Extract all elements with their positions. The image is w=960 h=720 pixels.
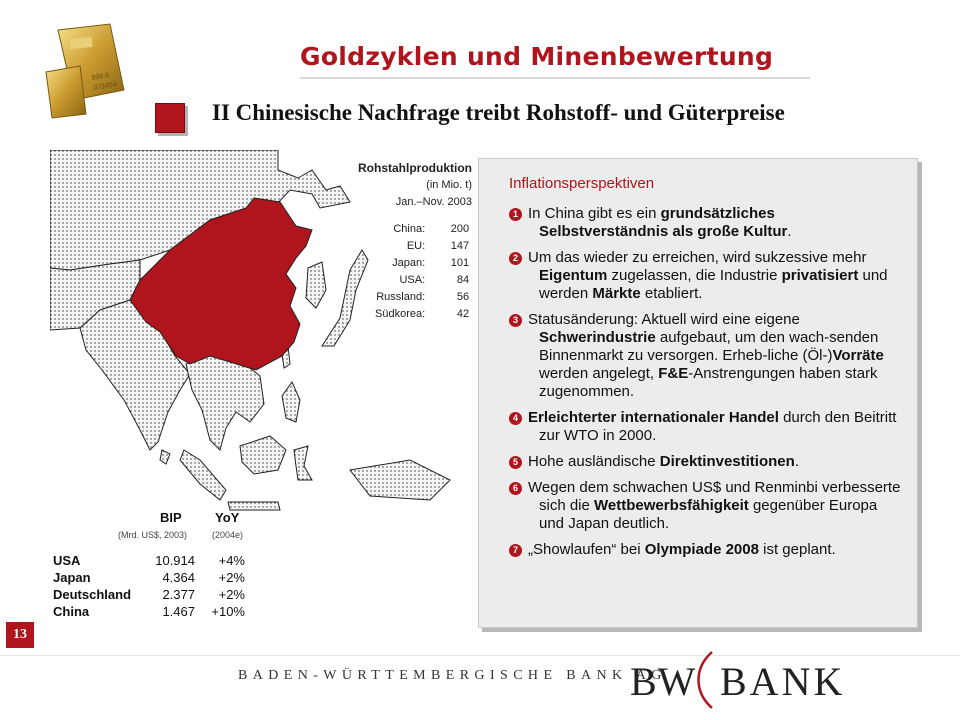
number-badge: 3 [509,314,522,327]
item-text: Hohe ausländische [528,453,660,470]
item-text: ist geplant. [758,541,836,558]
steel-value: 101 [450,257,470,269]
gold-bar-engraving: 999.9 [91,72,110,82]
gdp-bip: 4.364 [162,570,195,585]
number-badge: 1 [509,208,522,221]
inflation-panel [478,158,918,628]
gdp-table [53,552,245,620]
map-sulawesi [294,446,312,480]
steel-value: 84 [456,274,470,286]
item-text: -Anstrengungen haben stark zugenommen. [539,365,878,400]
steel-heading: Rohstahlproduktion [358,161,472,175]
gdp-country: Deutschland [53,587,132,602]
item-text: „Showlaufen“ bei [528,541,645,558]
item-text: und werden [539,267,888,302]
map-sri-lanka [160,450,170,464]
steel-row [375,306,469,323]
map-southeast-asia [186,356,264,450]
panel-title: Inflationsperspektiven [509,175,655,192]
item-emphasis: grundsätzliches Selbstverständnis als große Kultur [539,205,788,240]
item-text: werden angelegt, [539,365,659,382]
item-emphasis: F&E [658,365,689,382]
item-text: gegenüber Europa und Japan deutlich. [539,497,878,532]
item-emphasis: Wettbewerbsfähigkeit [594,497,749,514]
gdp-country: Japan [53,570,91,585]
steel-row [375,272,469,289]
gdp-country: USA [53,553,81,568]
list-item [509,409,905,445]
steel-value: 42 [456,308,470,320]
item-text: In China gibt es ein [528,205,661,222]
bip-unit: (Mrd. US$, 2003) [118,530,188,540]
item-emphasis: Eigentum [539,267,608,284]
steel-value: 147 [450,240,470,252]
number-badge: 4 [509,412,522,425]
item-text: . [794,453,799,470]
gdp-row [53,552,245,569]
steel-value: 56 [456,291,470,303]
yoy-unit: (2004e) [212,530,244,540]
steel-row [375,238,469,255]
gdp-country: China [53,604,90,619]
map-sumatra [180,450,226,500]
gdp-yoy: +2% [218,570,245,585]
item-emphasis: Direktinvestitionen [659,453,795,470]
item-text: Statusänderung: Aktuell wird eine eigene [528,311,800,328]
steel-country: USA: [399,274,426,286]
list-item [509,541,905,559]
gdp-yoy: +4% [218,553,245,568]
footer-divider [0,655,960,656]
item-text: Wegen dem schwachen US$ und Renminbi verbesserte sich die [528,479,901,514]
map-korea [306,262,326,308]
page-title: Goldzyklen und Minenbewertung [300,42,774,71]
steel-country: Japan: [392,257,426,269]
steel-country: Südkorea: [375,308,426,320]
gdp-bip: 10.914 [155,553,195,568]
logo-bank-text: BANK [720,659,846,704]
map-new-guinea [350,460,450,500]
title-divider [300,77,810,79]
map-japan [322,250,368,346]
steel-table [375,221,469,323]
gdp-row [53,569,245,586]
bank-name: BADEN-WÜRTTEMBERGISCHE BANK AG [238,668,667,683]
item-text: zugelassen, die Industrie [607,267,782,284]
steel-unit: (in Mio. t) [426,179,472,191]
steel-country: Russland: [376,291,426,303]
item-text: . [787,223,792,240]
gdp-row [53,586,245,603]
item-text: Um das wieder zu erreichen, wird sukzessive mehr [528,249,867,266]
item-emphasis: Olympiade 2008 [644,541,759,558]
gdp-bip: 1.467 [162,604,195,619]
number-badge: 6 [509,482,522,495]
steel-value: 200 [450,223,470,235]
number-badge: 7 [509,544,522,557]
list-item [509,479,905,533]
logo-bw-text: BW [630,659,697,704]
steel-country: China: [393,223,426,235]
item-text: aufgebaut, um den wach-senden Binnenmarkt zu versorgen. Erheb-liche (Öl-) [539,329,879,364]
gold-bar-serial: 072454 [93,81,118,92]
list-item [509,453,905,471]
steel-legend [358,160,472,211]
number-badge: 5 [509,456,522,469]
number-badge: 2 [509,252,522,265]
gdp-row [53,603,245,620]
item-emphasis: Schwerindustrie [539,329,656,346]
gdp-bip: 2.377 [162,587,195,602]
gdp-yoy: +2% [218,587,245,602]
list-item [509,205,905,241]
gdp-yoy: +10% [211,604,245,619]
page-subtitle: II Chinesische Nachfrage treibt Rohstoff- und Güterpreise [212,100,785,125]
steel-country: EU: [406,240,426,252]
yoy-header: YoY [215,510,240,525]
bank-logo-paren-icon [692,650,722,710]
item-emphasis: Vorräte [832,347,884,364]
map-borneo [240,436,286,474]
steel-row [375,221,469,238]
item-emphasis: Erleichterter internationaler Handel [528,409,779,426]
map-philippines [282,382,300,422]
item-text: durch den Beitritt zur WTO in 2000. [539,409,897,444]
steel-period: Jan.–Nov. 2003 [395,196,472,208]
gold-bar-icon [40,20,130,120]
subtitle-marker [155,103,185,133]
item-text: etabliert. [640,285,703,302]
bip-header: BIP [160,510,182,525]
page-number: 13 [6,622,34,648]
item-emphasis: Märkte [592,285,641,302]
map-java [228,502,280,510]
steel-row [375,255,469,272]
steel-row [375,289,469,306]
item-emphasis: privatisiert [781,267,859,284]
list-item [509,249,905,303]
list-item [509,311,905,401]
